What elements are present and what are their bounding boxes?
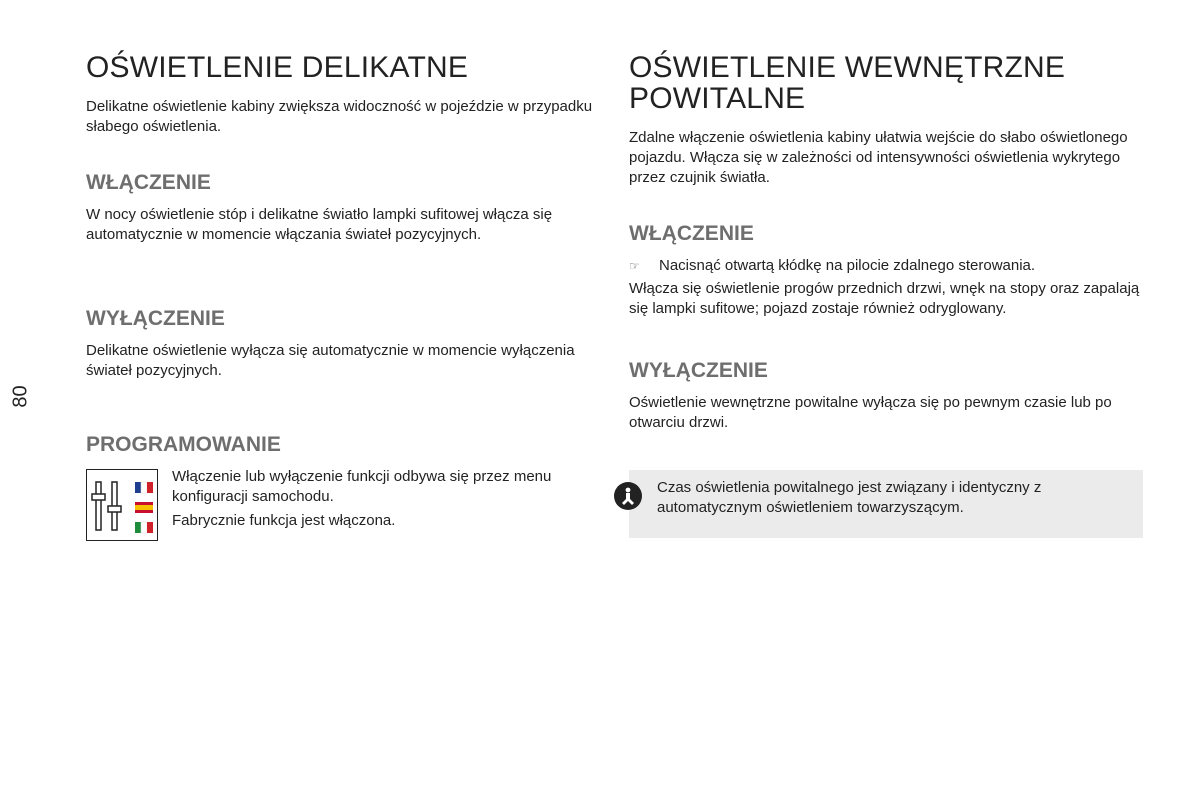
left-intro: Delikatne oświetlenie kabiny zwiększa widoczność w pojeździe w przypadku słabego oświetlenia. [86,98,593,135]
right-on-bullet: Nacisnąć otwartą kłódkę na pilocie zdalnego sterowania. [659,257,1036,274]
programming-block [86,467,596,541]
left-prog-text-1: Włączenie lub wyłączenie funkcji odbywa się przez menu konfiguracji samochodu. [172,468,552,505]
right-on-heading: WŁĄCZENIE [629,222,754,245]
info-text: Czas oświetlenia powitalnego jest związany i identyczny z automatycznym oświetleniem towarzyszącym. [657,479,1042,516]
left-off-heading: WYŁĄCZENIE [86,307,225,330]
left-prog-text-2: Fabrycznie funkcja jest włączona. [172,512,396,529]
left-off-text: Delikatne oświetlenie wyłącza się automatycznie w momencie wyłączenia świateł pozycyjnych. [86,342,575,379]
left-column [86,52,596,541]
page-number: 80 [9,385,32,408]
right-on-bullet-line [629,256,1144,276]
pointing-hand-icon: ☞ [629,259,640,273]
right-column [629,52,1144,433]
vehicle-settings-menu-icon [86,469,158,541]
right-intro: Zdalne włączenie oświetlenia kabiny ułatwia wejście do słabo oświetlonego pojazdu. Włącza się w zależności od intensywności oświetlenia wykrytego przez czujnik światła. [629,129,1128,186]
left-on-heading: WŁĄCZENIE [86,171,211,194]
info-icon [614,482,642,510]
right-title: OŚWIETLENIE WEWNĘTRZNE POWITALNE [629,51,1066,115]
right-off-text: Oświetlenie wewnętrzne powitalne wyłącza się po pewnym czasie lub po otwarciu drzwi. [629,394,1112,431]
right-off-heading: WYŁĄCZENIE [629,359,768,382]
left-title: OŚWIETLENIE DELIKATNE [86,51,469,84]
left-prog-heading: PROGRAMOWANIE [86,433,281,456]
left-on-text: W nocy oświetlenie stóp i delikatne światło lampki sufitowej włącza się automatycznie w momencie włączania świateł pozycyjnych. [86,206,553,243]
right-on-text: Włącza się oświetlenie progów przednich drzwi, wnęk na stopy oraz zapalają się lampki sufitowe; pojazd zostaje również odryglowany. [629,280,1140,317]
